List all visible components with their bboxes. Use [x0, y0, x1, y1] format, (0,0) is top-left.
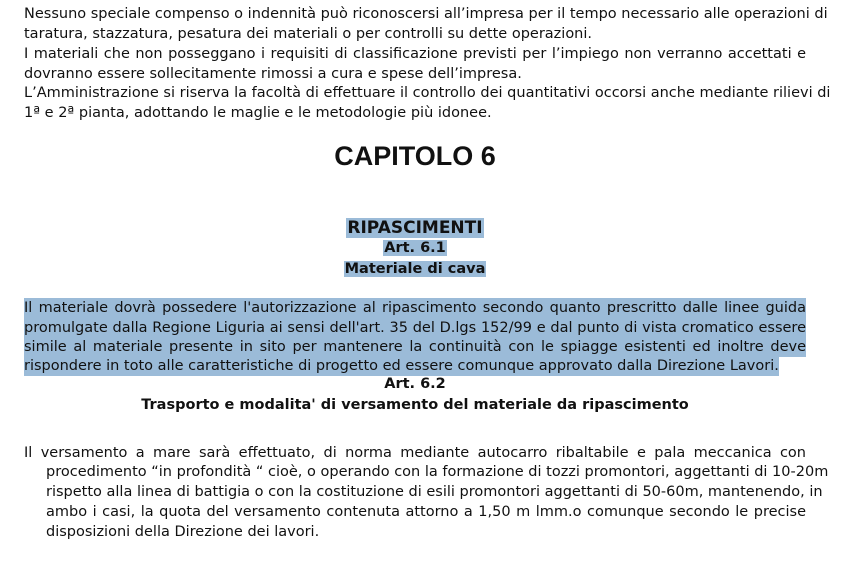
intro-line: L’Amministrazione si riserva la facoltà di effettuare il controllo dei quantitativi occorsi anche mediante rilievi di	[24, 85, 831, 101]
article-title: Trasporto e modalita' di versamento del materiale da ripascimento	[141, 397, 689, 413]
intro-line: 1ª e 2ª pianta, adottando le maglie e le metodologie più idonee.	[24, 105, 492, 121]
article-line[interactable]: rispondere in toto alle caratteristiche di progetto ed essere comunque approvato dalla Direzione Lavori.	[24, 358, 779, 374]
article-line[interactable]: Il materiale dovrà possedere l'autorizzazione al ripascimento secondo quanto prescritto dalle linee guida	[24, 300, 806, 316]
article-line[interactable]: simile al materiale presente in sito per mantenere la continuità con le spiagge esistenti ed inoltre deve	[24, 339, 806, 355]
article-line: Il versamento a mare sarà effettuato, di norma mediante autocarro ribaltabile e pala meccanica con	[24, 445, 806, 461]
intro-line: I materiali che non posseggano i requisiti di classificazione previsti per l’impiego non verranno accettati e	[24, 46, 806, 62]
article-line: ambo i casi, la quota del versamento contenuta attorno a 1,50 m lmm.o comunque secondo le precise	[46, 504, 806, 520]
article-line: procedimento “in profondità “ cioè, o operando con la formazione di tozzi promontori, aggettanti di 10-20m	[46, 464, 829, 480]
article-line: rispetto alla linea di battigia o con la costituzione di esili promontori aggettanti di 50-60m, mantenendo, in	[46, 484, 823, 500]
intro-line: taratura, stazzatura, pesatura dei materiali o per controlli su dette operazioni.	[24, 26, 593, 42]
article-title[interactable]: Materiale di cava	[344, 261, 486, 277]
article-number[interactable]: Art. 6.1	[384, 240, 446, 256]
section-title[interactable]: RIPASCIMENTI	[347, 218, 483, 238]
article-number: Art. 6.2	[384, 376, 446, 392]
intro-line: dovranno essere sollecitamente rimossi a cura e spese dell’impresa.	[24, 66, 522, 82]
chapter-title: CAPITOLO 6	[334, 141, 496, 171]
intro-line: Nessuno speciale compenso o indennità può riconoscersi all’impresa per il tempo necessario alle operazioni di	[24, 6, 828, 22]
article-line[interactable]: promulgate dalla Regione Liguria ai sensi dell'art. 35 del D.lgs 152/99 e dal punto di vista cromatico essere	[24, 320, 806, 336]
article-line: disposizioni della Direzione dei lavori.	[46, 524, 320, 540]
